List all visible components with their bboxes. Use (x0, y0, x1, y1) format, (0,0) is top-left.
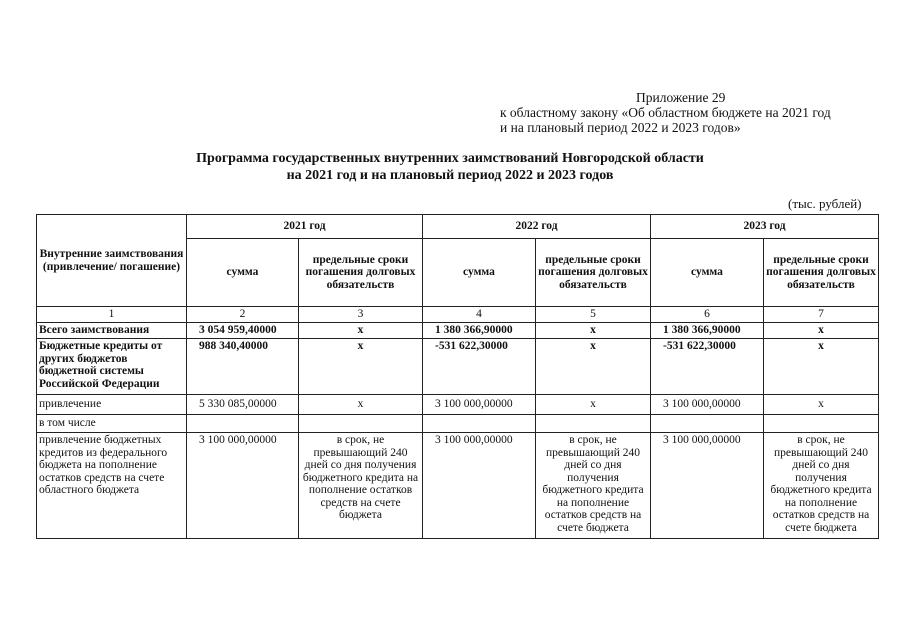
empty-cell (764, 415, 879, 433)
cell-sum-2023: 3 100 000,00000 (651, 395, 764, 415)
cell-sum-2022: 1 380 366,90000 (423, 323, 536, 339)
cell-terms-2022: х (536, 323, 651, 339)
header-year-2022: 2022 год (423, 215, 651, 239)
cell-terms-2021: х (299, 339, 423, 395)
cell-terms-2021: х (299, 395, 423, 415)
title-line-1: Программа государственных внутренних заимствований Новгородской области (196, 151, 704, 166)
empty-cell (651, 415, 764, 433)
borrowing-table (36, 214, 879, 539)
col-number: 5 (536, 307, 651, 323)
header-sum-2021: сумма (187, 239, 299, 307)
header-terms-2023: предельные сроки погашения долговых обязательств (764, 239, 879, 307)
col-number: 4 (423, 307, 536, 323)
row-label: Всего заимствования (37, 323, 187, 339)
col-number: 3 (299, 307, 423, 323)
appendix-number: Приложение 29 (636, 90, 726, 105)
row-label: Бюджетные кредиты от других бюджетов бюджетной системы Российской Федерации (37, 339, 187, 395)
empty-cell (299, 415, 423, 433)
header-year-2021: 2021 год (187, 215, 423, 239)
empty-cell (423, 415, 536, 433)
header-year-2023: 2023 год (651, 215, 879, 239)
header-sum-2023: сумма (651, 239, 764, 307)
cell-terms-2021: в срок, не превышающий 240 дней со дня получения бюджетного кредита на пополнение остатков средств на счете бюджета (299, 433, 423, 539)
cell-sum-2021: 3 100 000,00000 (187, 433, 299, 539)
cell-sum-2023: 1 380 366,90000 (651, 323, 764, 339)
table-row (37, 415, 879, 433)
col-number: 1 (37, 307, 187, 323)
units-label: (тыс. рублей) (788, 196, 862, 211)
cell-sum-2021: 988 340,40000 (187, 339, 299, 395)
cell-terms-2022: х (536, 339, 651, 395)
cell-sum-2022: 3 100 000,00000 (423, 395, 536, 415)
row-label: в том числе (37, 415, 187, 433)
table-row (37, 433, 879, 539)
title-line-2: на 2021 год и на плановый период 2022 и 2023 годов (286, 168, 614, 183)
row-label: привлечение (37, 395, 187, 415)
appendix-law-ref-cont: и на плановый период 2022 и 2023 годов» (500, 120, 741, 135)
cell-sum-2022: 3 100 000,00000 (423, 433, 536, 539)
cell-terms-2023: х (764, 339, 879, 395)
header-sum-2022: сумма (423, 239, 536, 307)
cell-terms-2021: х (299, 323, 423, 339)
cell-sum-2023: 3 100 000,00000 (651, 433, 764, 539)
cell-sum-2022: -531 622,30000 (423, 339, 536, 395)
cell-terms-2022: в срок, не превышающий 240 дней со дня получения бюджетного кредита на пополнение остатков средств на счете бюджета (536, 433, 651, 539)
table-row (37, 323, 879, 339)
cell-sum-2021: 3 054 959,40000 (187, 323, 299, 339)
header-terms-2021: предельные сроки погашения долговых обязательств (299, 239, 423, 307)
col-number: 7 (764, 307, 879, 323)
cell-sum-2021: 5 330 085,00000 (187, 395, 299, 415)
col-number: 6 (651, 307, 764, 323)
appendix-note (500, 90, 831, 135)
appendix-law-ref: к областному закону «Об областном бюджете на 2021 год (500, 105, 831, 120)
col-number: 2 (187, 307, 299, 323)
table-row (37, 395, 879, 415)
cell-terms-2023: х (764, 395, 879, 415)
empty-cell (187, 415, 299, 433)
cell-terms-2022: х (536, 395, 651, 415)
cell-sum-2023: -531 622,30000 (651, 339, 764, 395)
header-borrowings: Внутренние заимствования (привлечение/ погашение) (37, 215, 187, 307)
cell-terms-2023: в срок, не превышающий 240 дней со дня получения бюджетного кредита на пополнение остатков средств на счете бюджета (764, 433, 879, 539)
header-terms-2022: предельные сроки погашения долговых обязательств (536, 239, 651, 307)
document-title (150, 150, 750, 184)
cell-terms-2023: х (764, 323, 879, 339)
empty-cell (536, 415, 651, 433)
table-row (37, 339, 879, 395)
row-label: привлечение бюджетных кредитов из федерального бюджета на пополнение остатков средств на счете областного бюджета (37, 433, 187, 539)
